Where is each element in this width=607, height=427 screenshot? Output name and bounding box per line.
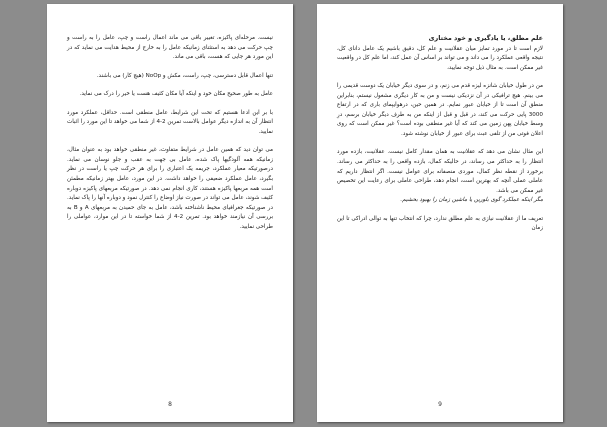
paragraph: این مثال نشان می دهد که عقلانیت به همان مقدار کامل نیست. عقلانیت، بازده مورد انتظار را به حداکثر می رساند، در حالیکه کمال، بازده واقعی را به حداکثر می رساند. برخورد از نقطه نظر کمال، موردی منصفانه برای عوامل نیست. اگر انتظار داریم که عاملی عملی آنچه که بهترین است، انجام دهد، طراحی عاملی برای رعایت این تخصیص غیر ممکن می باشد. xyxy=(337,149,543,194)
section-heading: علم مطلق، یا یادگیری و خود مختاری xyxy=(428,34,543,42)
paragraph: عامل به طور صحیح مکان خود و اینکه آیا مکان کثیف هست یا خیر را درک می نماید. xyxy=(79,91,273,98)
left-page xyxy=(47,4,293,422)
paragraph: من در طول خیابان شانزه لیزه قدم می زنم، و در سوی دیگر خیابان یک دوست قدیمی را می بینم. هیچ ترافیکی در آن نزدیکی نیست و من به کار دیگری مشغول نیستم، بنابراین منطق آن است تا از خیابان عبور نمایم. در همین حین، درهوایپمای باری که در ارتفاع 3000 پایی حرکت می کند، در قبل و قبل از اینکه من به طرف دیگر خیابان برسم، درِ وسط خیابان پهن زمین می کند که آیا غیر منطقی بوده است؟ غیر ممکن است که روی اعلان فوتی من از تلفی عبث برای عبور از خیابان نوشته شود. xyxy=(337,83,543,137)
paragraph: لازم است تا در مورد تمایز میان عقلانیت و علم کل، دقیق باشیم یک عامل دانای کل، نتیجه واقعی عملکرد را می داند و می تواند بر اساس آن عمل کند، اما علم کل در واقعیت غیر ممکن است. به مثال ذیل توجه نمایید، xyxy=(337,45,543,71)
paragraph: با بر این ادعا هستیم که تحت این شرایط، عامل منطقی است. حداقل، عملکرد مورد انتظار آن به اندازه دیگر عوامل بالاست تمرین 2-4 از شما می خواهد تا این مورد را اثبات نمایید. xyxy=(67,109,273,135)
page-number: 9 xyxy=(438,401,442,408)
right-page xyxy=(317,4,563,422)
paragraph: تعریف ما از عقلانیت نیازی به علم مطلق ندارد، چرا که انتخاب تنها به توالی ادراکی تا این زمان xyxy=(337,215,543,232)
paragraph: نیست. مرحله‌ای پاکیزه، تغییر باقی می ماند اعمال راست و چپ، عامل را به راست و چپ حرکت می دهد به استثنای زمانیکه عامل را به خارج از محیط هدایت می نماید که در این مورد هر جایی که هست، باقی می ماند. xyxy=(67,35,273,61)
paragraph: تنها اعمال قابل دسترسی، چپ، راست، مکش و NoOp (هیچ کار) می باشند. xyxy=(96,72,273,79)
paragraph: مگر اینکه عملکرد گوی بلورین یا ماشین زمان را بهبود بخشیم. xyxy=(400,197,543,204)
left-page-text xyxy=(67,34,273,232)
paragraph: می توان دید که همین عامل در شرایط متفاوت، غیر منطقی خواهد بود به عنوان مثال، زمانیکه همه آلودگیها پاک شده، عامل بی جهت به عقب و جلو نوسان می نماید. درصورتیکه معیار عملکرد، جریمه یک اعتباری را برای هر حرکت چپ یا راست در نظر بگیرد، عامل عملکرد ضعیفی را خواهد داشت. در این مورد، عامل بهتر زمانیکه مطمئن است همه مربعها پاکیزه هستند، کاری انجام نمی دهد. در صورتیکه مربعهای پاکیزه دوباره کثیف شوند، عامل می تواند در صورت نیاز اوضاع را کنترل نمود و دوباره آنها را پاک نماید. در صورتیکه جغرافیای محیط ناشناخته باشد، عامل به جای حمیدن به مربعهای A و B به بررسی آن نیازمند خواهد بود. تمرین 2-4 از شما خواسته تا در این موارد، عواملی را طراحی نمایید. xyxy=(67,147,273,230)
page-number: 8 xyxy=(168,401,172,408)
right-page-text xyxy=(337,34,543,234)
